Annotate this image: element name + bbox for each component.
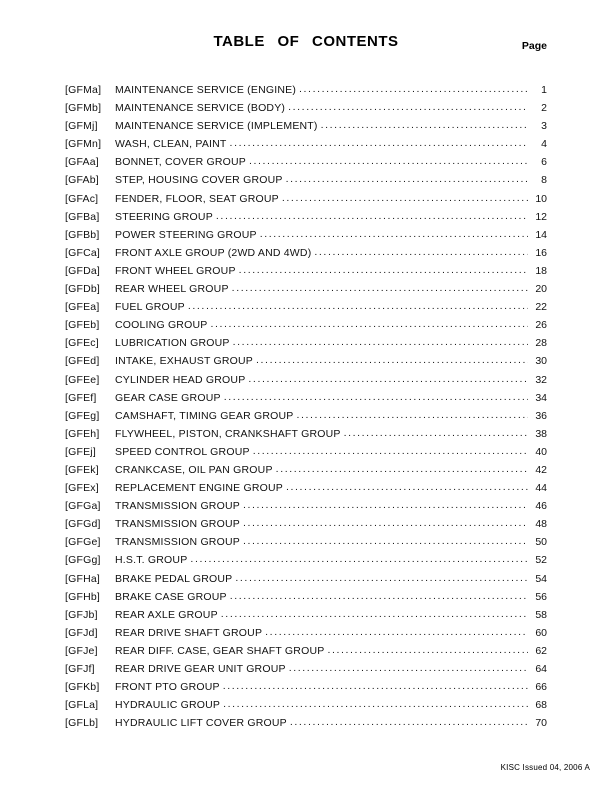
toc-section-code: [GFAa] bbox=[65, 156, 99, 169]
toc-section-code: [GFAb] bbox=[65, 174, 99, 187]
toc-page-number: 60 bbox=[535, 626, 547, 639]
toc-page-number: 8 bbox=[541, 174, 547, 187]
toc-page-number: 30 bbox=[535, 355, 547, 368]
dot-leader bbox=[235, 572, 528, 584]
toc-row bbox=[65, 102, 547, 120]
toc-section-code: [GFAc] bbox=[65, 192, 99, 205]
toc-entry-title: TRANSMISSION GROUP bbox=[115, 500, 240, 513]
toc-row bbox=[65, 337, 547, 355]
dot-leader bbox=[216, 210, 528, 222]
toc-row bbox=[65, 446, 547, 464]
toc-row bbox=[65, 120, 547, 138]
toc-row bbox=[65, 138, 547, 156]
toc-entry-title: MAINTENANCE SERVICE (BODY) bbox=[115, 102, 286, 115]
dot-leader bbox=[265, 626, 528, 638]
toc-entry-title: BRAKE CASE GROUP bbox=[115, 590, 227, 603]
toc-page-number: 18 bbox=[535, 264, 547, 277]
toc-section-code: [GFGd] bbox=[65, 518, 101, 531]
toc-entry-title: H.S.T. GROUP bbox=[115, 554, 188, 567]
toc-row bbox=[65, 392, 547, 410]
toc-section-code: [GFLb] bbox=[65, 717, 99, 730]
toc-row bbox=[65, 681, 547, 699]
toc-section-code: [GFBb] bbox=[65, 228, 100, 241]
toc-section-code: [GFEe] bbox=[65, 373, 100, 386]
toc-section-code: [GFGa] bbox=[65, 500, 101, 513]
toc-entry-title: CAMSHAFT, TIMING GEAR GROUP bbox=[115, 409, 294, 422]
toc-section-code: [GFGe] bbox=[65, 536, 101, 549]
toc-page-number: 40 bbox=[535, 445, 547, 458]
toc-entry-title: POWER STEERING GROUP bbox=[115, 228, 257, 241]
toc-section-code: [GFDb] bbox=[65, 283, 101, 296]
toc-section-code: [GFEf] bbox=[65, 391, 97, 404]
toc-row bbox=[65, 554, 547, 572]
dot-leader bbox=[230, 590, 528, 602]
toc-row bbox=[65, 717, 547, 735]
toc-section-code: [GFEx] bbox=[65, 482, 99, 495]
toc-section-code: [GFKb] bbox=[65, 681, 100, 694]
toc-entry-title: FRONT WHEEL GROUP bbox=[115, 264, 236, 277]
page-column-label: Page bbox=[521, 40, 547, 52]
toc-section-code: [GFJe] bbox=[65, 644, 98, 657]
toc-page-number: 52 bbox=[535, 554, 547, 567]
toc-section-code: [GFCa] bbox=[65, 246, 101, 259]
toc-page-number: 38 bbox=[535, 427, 547, 440]
toc-page-number: 64 bbox=[535, 663, 547, 675]
toc-entry-title: REAR DRIVE SHAFT GROUP bbox=[115, 626, 263, 639]
toc-entry-title: SPEED CONTROL GROUP bbox=[115, 445, 250, 458]
toc-entry-title: WASH, CLEAN, PAINT bbox=[115, 138, 227, 151]
toc-page-number: 14 bbox=[535, 228, 547, 241]
toc-entry-title: REAR AXLE GROUP bbox=[115, 608, 218, 621]
dot-leader bbox=[296, 409, 528, 421]
toc-row bbox=[65, 591, 547, 609]
toc-page-number: 20 bbox=[535, 283, 547, 296]
dot-leader bbox=[233, 336, 528, 348]
toc-page-number: 16 bbox=[535, 246, 547, 259]
toc-section-code: [GFEj] bbox=[65, 445, 96, 458]
toc-entry-title: COOLING GROUP bbox=[115, 319, 208, 332]
toc-page-number: 3 bbox=[541, 120, 547, 133]
dot-leader bbox=[243, 517, 528, 529]
toc-entry-title: MAINTENANCE SERVICE (ENGINE) bbox=[115, 84, 297, 96]
toc-row bbox=[65, 301, 547, 319]
toc-section-code: [GFEa] bbox=[65, 301, 100, 314]
dot-leader bbox=[224, 391, 528, 403]
toc-entry-title: FRONT PTO GROUP bbox=[115, 681, 220, 694]
toc-entry-title: CRANKCASE, OIL PAN GROUP bbox=[115, 463, 273, 476]
toc-row bbox=[65, 156, 547, 174]
toc-row bbox=[65, 283, 547, 301]
toc-page-number: 4 bbox=[541, 138, 547, 151]
toc-entry-title: REPLACEMENT ENGINE GROUP bbox=[115, 482, 283, 495]
toc-entry-title: FRONT AXLE GROUP (2WD AND 4WD) bbox=[115, 246, 312, 259]
toc-section-code: [GFMb] bbox=[65, 102, 102, 115]
toc-page-number: 70 bbox=[535, 717, 547, 730]
toc-entry-title: STEP, HOUSING COVER GROUP bbox=[115, 174, 283, 187]
toc-section-code: [GFHb] bbox=[65, 590, 101, 603]
toc-section-code: [GFJd] bbox=[65, 626, 98, 639]
dot-leader bbox=[243, 535, 528, 547]
toc-section-code: [GFMj] bbox=[65, 120, 98, 133]
toc-page-number: 1 bbox=[541, 84, 547, 96]
toc-page-number: 32 bbox=[535, 373, 547, 386]
toc-entry-title: TRANSMISSION GROUP bbox=[115, 518, 240, 531]
toc-entry-title: HYDRAULIC LIFT COVER GROUP bbox=[115, 717, 287, 730]
toc-row bbox=[65, 374, 547, 392]
toc-row bbox=[65, 573, 547, 591]
toc-row bbox=[65, 319, 547, 337]
toc-page-number: 28 bbox=[535, 337, 547, 350]
toc-row bbox=[65, 627, 547, 645]
dot-leader bbox=[256, 354, 528, 366]
toc-row bbox=[65, 410, 547, 428]
dot-leader bbox=[282, 192, 528, 204]
toc-page-number: 46 bbox=[535, 500, 547, 513]
toc-entry-title: MAINTENANCE SERVICE (IMPLEMENT) bbox=[115, 120, 318, 133]
toc-section-code: [GFEc] bbox=[65, 337, 99, 350]
toc-row bbox=[65, 518, 547, 536]
toc-entry-title: LUBRICATION GROUP bbox=[115, 337, 230, 350]
dot-leader bbox=[286, 481, 528, 493]
dot-leader bbox=[221, 608, 528, 620]
toc-page-number: 22 bbox=[535, 301, 547, 314]
toc-list bbox=[65, 84, 547, 735]
toc-section-code: [GFEb] bbox=[65, 319, 100, 332]
dot-leader bbox=[299, 83, 528, 95]
toc-section-code: [GFEd] bbox=[65, 355, 100, 368]
dot-leader bbox=[286, 173, 528, 185]
dot-leader bbox=[243, 499, 528, 511]
toc-row bbox=[65, 609, 547, 627]
toc-page-number: 56 bbox=[535, 590, 547, 603]
toc-row bbox=[65, 355, 547, 373]
dot-leader bbox=[314, 246, 528, 258]
dot-leader bbox=[249, 155, 528, 167]
toc-page-number: 66 bbox=[535, 681, 547, 694]
toc-page-number: 62 bbox=[535, 644, 547, 657]
toc-row bbox=[65, 265, 547, 283]
toc-page-number: 58 bbox=[535, 608, 547, 621]
toc-entry-title: GEAR CASE GROUP bbox=[115, 391, 221, 404]
toc-section-code: [GFMa] bbox=[65, 84, 102, 96]
toc-entry-title: REAR WHEEL GROUP bbox=[115, 283, 229, 296]
toc-page-number: 68 bbox=[535, 699, 547, 712]
toc-entry-title: BONNET, COVER GROUP bbox=[115, 156, 246, 169]
dot-leader bbox=[290, 716, 528, 728]
toc-page-number: 50 bbox=[535, 536, 547, 549]
toc-section-code: [GFJf] bbox=[65, 663, 95, 675]
toc-page-number: 6 bbox=[541, 156, 547, 169]
toc-row bbox=[65, 645, 547, 663]
toc-section-code: [GFDa] bbox=[65, 264, 101, 277]
toc-row bbox=[65, 699, 547, 717]
dot-leader bbox=[223, 698, 528, 710]
toc-section-code: [GFJb] bbox=[65, 608, 98, 621]
toc-entry-title: REAR DIFF. CASE, GEAR SHAFT GROUP bbox=[115, 644, 325, 657]
toc-section-code: [GFEg] bbox=[65, 409, 100, 422]
dot-leader bbox=[223, 680, 528, 692]
toc-row bbox=[65, 84, 547, 102]
footer-note: KISC Issued 04, 2006 A bbox=[500, 763, 590, 772]
toc-entry-title: REAR DRIVE GEAR UNIT GROUP bbox=[115, 663, 286, 675]
toc-page-number: 26 bbox=[535, 319, 547, 332]
toc-row bbox=[65, 174, 547, 192]
dot-leader bbox=[232, 282, 528, 294]
toc-section-code: [GFMn] bbox=[65, 138, 102, 151]
toc-page-number: 2 bbox=[541, 102, 547, 115]
toc-section-code: [GFBa] bbox=[65, 210, 100, 223]
dot-leader bbox=[253, 445, 528, 457]
toc-section-code: [GFHa] bbox=[65, 572, 101, 585]
toc-row bbox=[65, 428, 547, 446]
toc-page-number: 34 bbox=[535, 391, 547, 404]
toc-page-number: 36 bbox=[535, 409, 547, 422]
toc-entry-title: FENDER, FLOOR, SEAT GROUP bbox=[115, 192, 279, 205]
dot-leader bbox=[188, 300, 528, 312]
dot-leader bbox=[289, 662, 528, 674]
toc-entry-title: CYLINDER HEAD GROUP bbox=[115, 373, 246, 386]
dot-leader bbox=[288, 101, 528, 113]
dot-leader bbox=[276, 463, 528, 475]
toc-entry-title: BRAKE PEDAL GROUP bbox=[115, 572, 233, 585]
dot-leader bbox=[248, 373, 528, 385]
toc-entry-title: HYDRAULIC GROUP bbox=[115, 699, 221, 712]
toc-section-code: [GFEk] bbox=[65, 463, 99, 476]
toc-entry-title: FUEL GROUP bbox=[115, 301, 185, 314]
toc-page-number: 12 bbox=[535, 210, 547, 223]
dot-leader bbox=[230, 137, 528, 149]
dot-leader bbox=[210, 318, 528, 330]
toc-row bbox=[65, 536, 547, 554]
dot-leader bbox=[327, 644, 528, 656]
dot-leader bbox=[321, 119, 528, 131]
toc-row bbox=[65, 500, 547, 518]
toc-row bbox=[65, 663, 547, 681]
toc-section-code: [GFEh] bbox=[65, 427, 100, 440]
page-title: TABLE OF CONTENTS bbox=[213, 33, 399, 50]
toc-entry-title: TRANSMISSION GROUP bbox=[115, 536, 240, 549]
toc-entry-title: FLYWHEEL, PISTON, CRANKSHAFT GROUP bbox=[115, 427, 341, 440]
toc-row bbox=[65, 464, 547, 482]
toc-page-number: 54 bbox=[535, 572, 547, 585]
toc-entry-title: INTAKE, EXHAUST GROUP bbox=[115, 355, 254, 368]
toc-page-number: 44 bbox=[535, 482, 547, 495]
toc-page-number: 42 bbox=[535, 463, 547, 476]
dot-leader bbox=[239, 264, 528, 276]
toc-page-number: 10 bbox=[535, 192, 547, 205]
toc-row bbox=[65, 482, 547, 500]
toc-row bbox=[65, 193, 547, 211]
dot-leader bbox=[190, 553, 528, 565]
page-content bbox=[65, 0, 547, 735]
toc-row bbox=[65, 229, 547, 247]
dot-leader bbox=[344, 427, 528, 439]
toc-page-number: 48 bbox=[535, 518, 547, 531]
toc-row bbox=[65, 247, 547, 265]
toc-entry-title: STEERING GROUP bbox=[115, 210, 213, 223]
toc-row bbox=[65, 211, 547, 229]
toc-section-code: [GFGg] bbox=[65, 554, 101, 567]
dot-leader bbox=[260, 228, 528, 240]
toc-section-code: [GFLa] bbox=[65, 699, 99, 712]
